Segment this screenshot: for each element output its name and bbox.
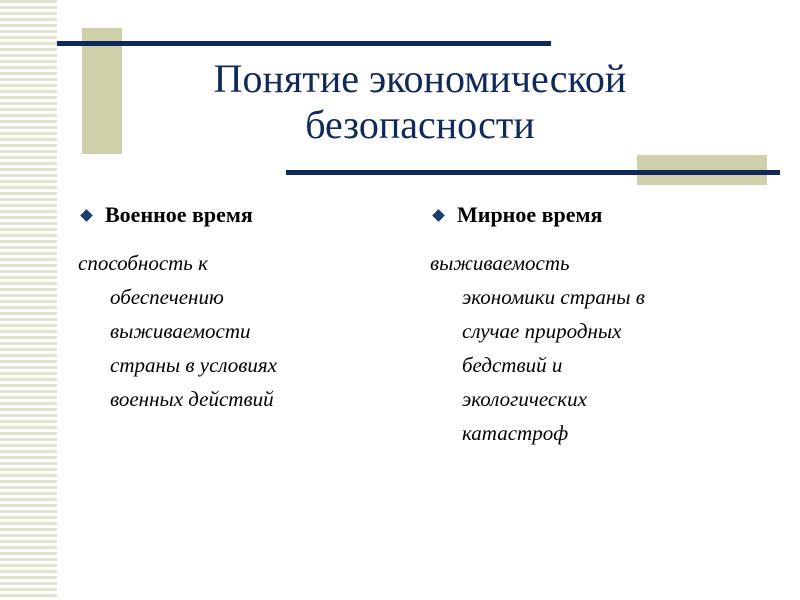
diamond-bullet-icon [80,209,93,222]
slide-title [150,56,690,148]
text-line: бедствий и [462,353,563,377]
navy-rule-bottom [286,170,780,175]
title-line-1: Понятие экономической [213,56,627,101]
text-line: военных действий [110,387,274,411]
column-heading [430,200,760,230]
striped-side-decoration [0,0,57,600]
text-line: страны в условиях [110,353,277,377]
text-line: случае природных [462,319,622,343]
text-line: выживаемости [110,319,251,343]
diamond-bullet-icon [432,209,445,222]
olive-block-top-left [82,28,122,154]
column-wartime [78,200,398,416]
text-line: обеспечению [110,285,224,309]
navy-rule-top [57,41,551,46]
column-heading [78,200,398,230]
definition-text [430,246,760,450]
heading-text: Мирное время [457,202,603,227]
heading-text: Военное время [105,202,253,227]
text-line: выживаемость [430,251,570,275]
definition-text [78,246,398,416]
title-line-2: безопасности [305,102,535,147]
text-line: экологических [462,387,587,411]
text-line: способность к [78,251,208,275]
text-line: катастроф [462,421,569,445]
text-line: экономики страны в [462,285,645,309]
column-peacetime [430,200,760,450]
